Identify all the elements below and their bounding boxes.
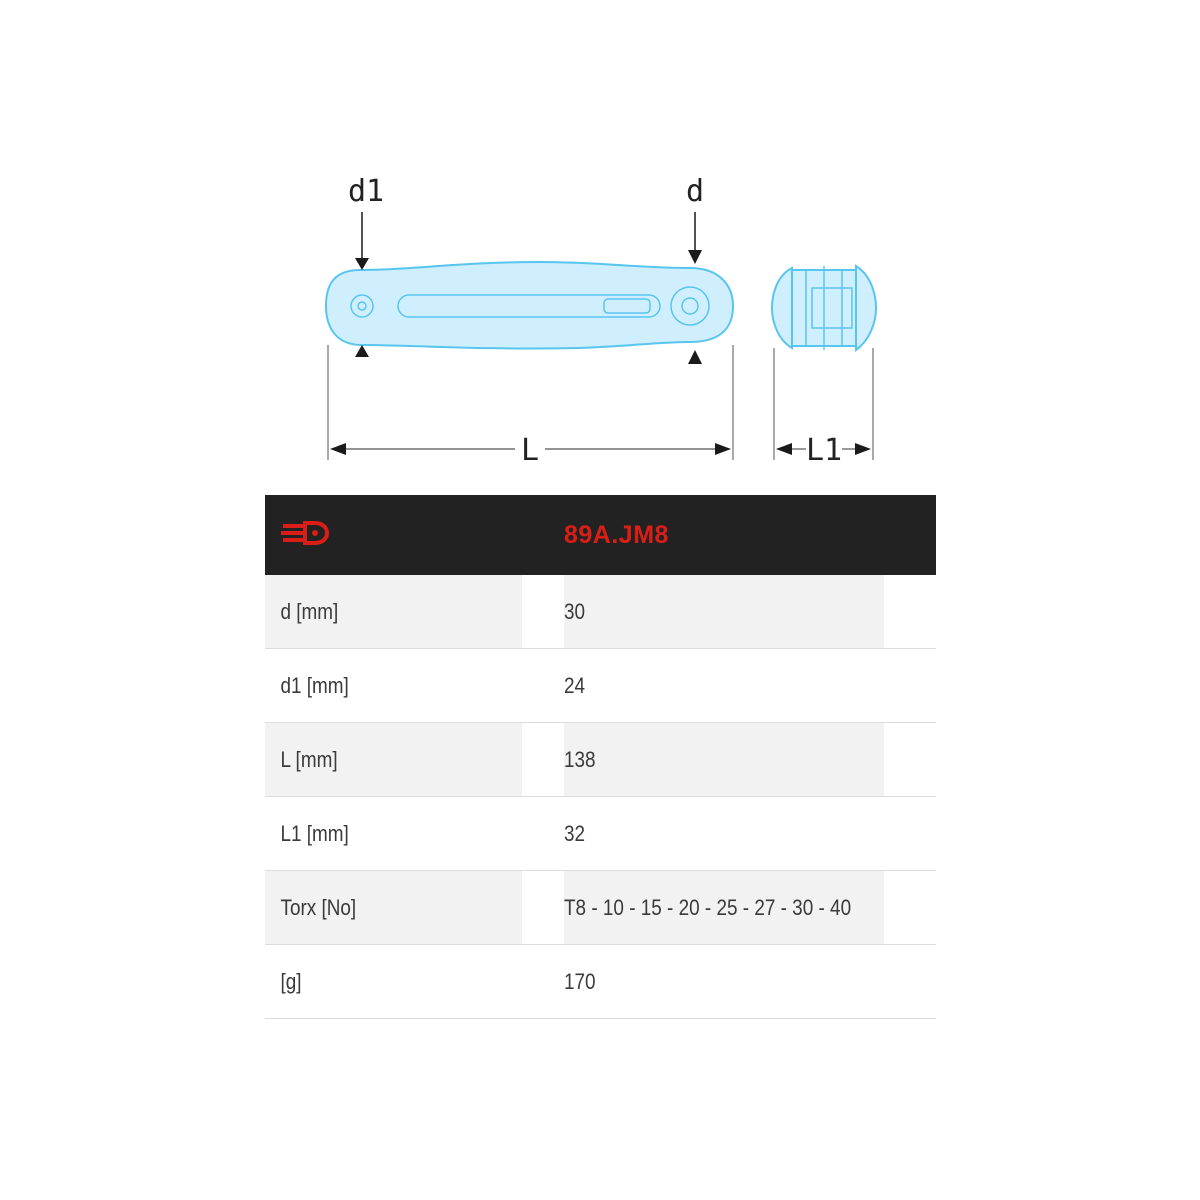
row-label: [g]	[265, 945, 522, 1019]
reference-cell	[564, 495, 936, 575]
row-label: d [mm]	[265, 575, 522, 649]
specification-table	[265, 495, 936, 1019]
L1-dimension	[774, 348, 873, 468]
table-header-row	[265, 495, 936, 575]
L1-label: L1	[806, 433, 843, 468]
tool-end-view	[772, 266, 876, 350]
tool-side-view	[326, 262, 733, 348]
product-reference: 89A.JM8	[564, 520, 669, 549]
row-value: 24	[564, 649, 884, 723]
brand-logo-icon	[281, 520, 329, 546]
row-label: L [mm]	[265, 723, 522, 797]
table-row	[265, 945, 936, 1019]
row-value: T8 - 10 - 15 - 20 - 25 - 27 - 30 - 40	[564, 871, 884, 945]
tool-dimension-diagram	[0, 0, 1200, 490]
L-dimension	[328, 345, 733, 468]
row-value: 30	[564, 575, 884, 649]
row-value: 32	[564, 797, 884, 871]
row-label: Torx [No]	[265, 871, 522, 945]
d-label: d	[686, 174, 705, 209]
table-row	[265, 649, 936, 723]
d1-label: d1	[348, 174, 385, 209]
row-label: L1 [mm]	[265, 797, 522, 871]
L-label: L	[521, 433, 540, 468]
table-row	[265, 723, 936, 797]
brand-logo-cell	[265, 495, 564, 575]
table-row	[265, 575, 936, 649]
table-row	[265, 797, 936, 871]
row-label: d1 [mm]	[265, 649, 522, 723]
table-row	[265, 871, 936, 945]
row-value: 170	[564, 945, 884, 1019]
row-value: 138	[564, 723, 884, 797]
